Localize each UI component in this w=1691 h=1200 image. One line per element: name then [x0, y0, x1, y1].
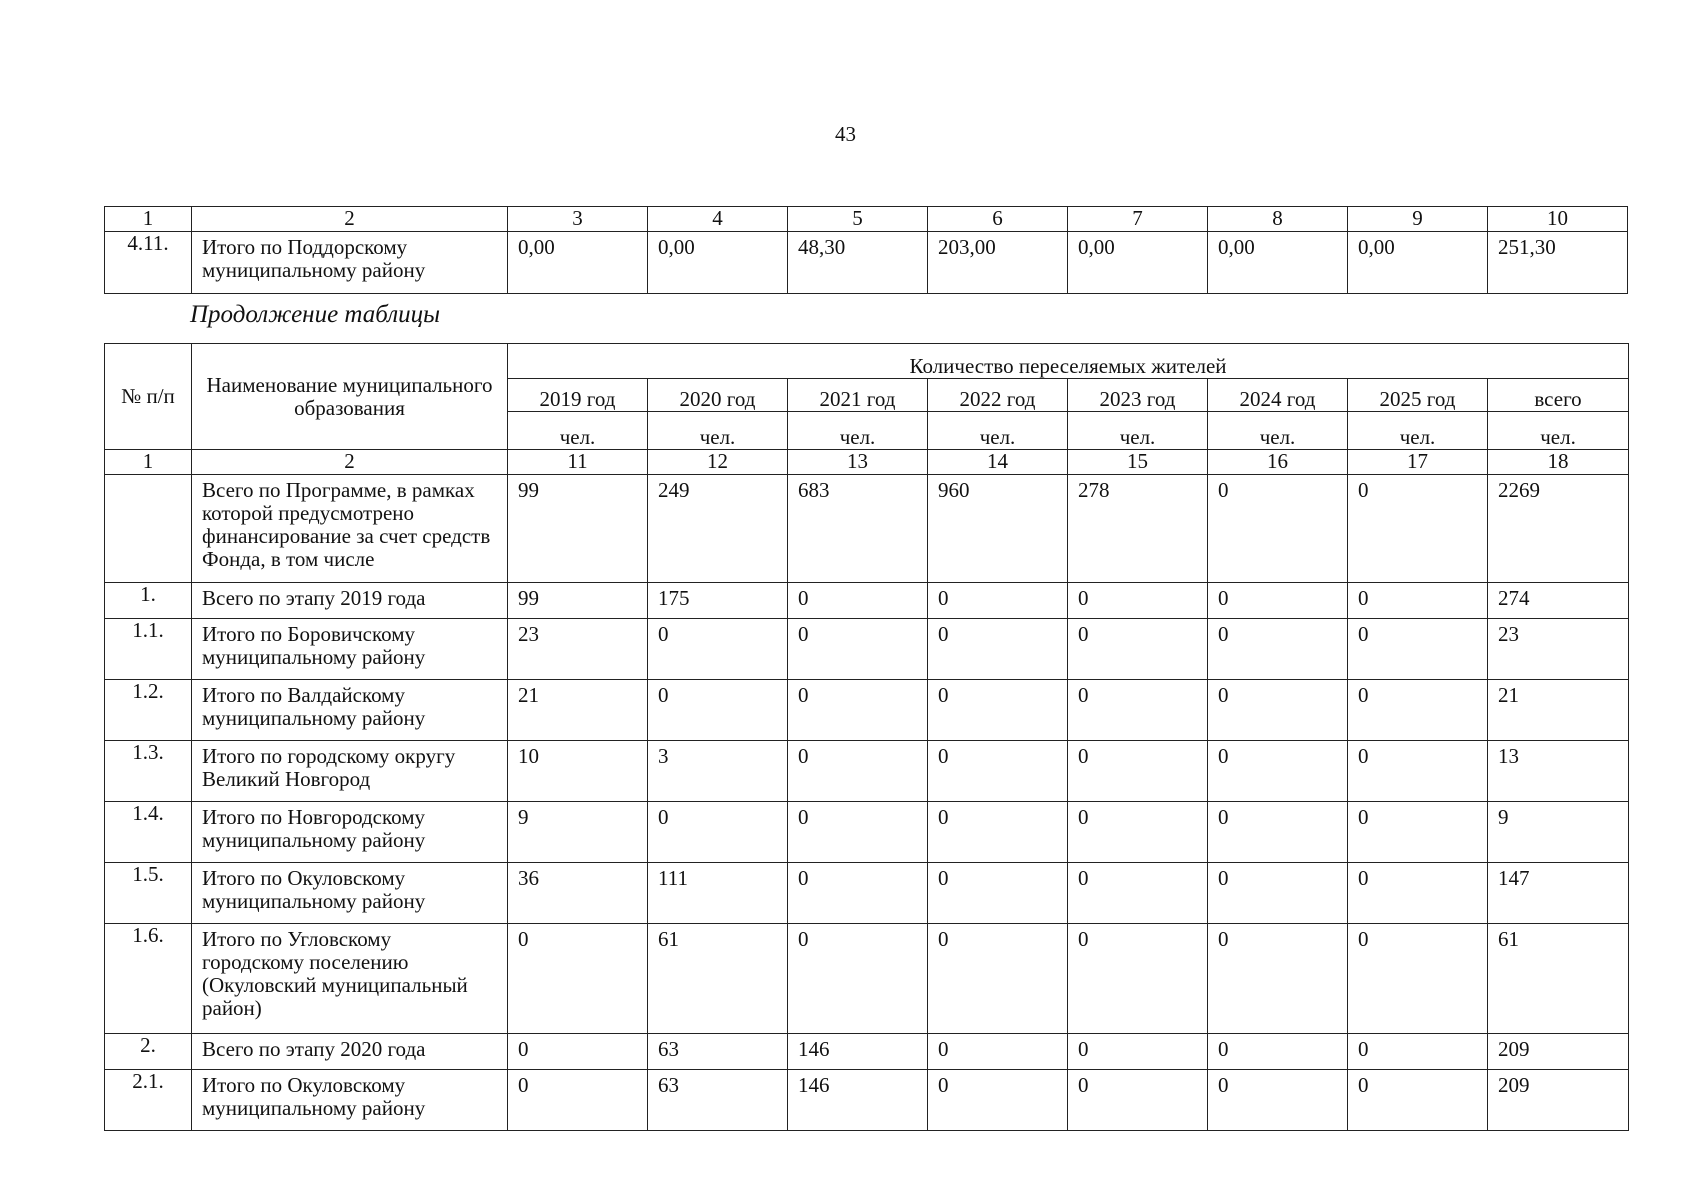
column-number: 9 — [1348, 207, 1488, 232]
cell-value: 0,00 — [1208, 232, 1348, 294]
column-number: 18 — [1488, 450, 1629, 475]
cell-value: 0 — [1068, 1070, 1208, 1131]
header-year: 2025 год — [1348, 379, 1488, 412]
cell-value: 0 — [1348, 802, 1488, 863]
cell-value: 0 — [1348, 863, 1488, 924]
cell-value: 0 — [928, 1034, 1068, 1070]
cell-total: 21 — [1488, 680, 1629, 741]
cell-value: 0 — [1068, 680, 1208, 741]
header-year: 2022 год — [928, 379, 1068, 412]
header-year: 2020 год — [648, 379, 788, 412]
column-number: 5 — [788, 207, 928, 232]
row-number: 1.6. — [105, 924, 192, 1034]
cell-value: 175 — [648, 583, 788, 619]
cell-value: 0 — [928, 802, 1068, 863]
cell-value: 0 — [648, 619, 788, 680]
cell-value: 61 — [648, 924, 788, 1034]
cell-value: 0 — [1348, 1070, 1488, 1131]
row-number: 1.5. — [105, 863, 192, 924]
row-name: Итого по Новгородскому муниципальному району — [192, 802, 508, 863]
column-number: 13 — [788, 450, 928, 475]
column-number: 1 — [105, 450, 192, 475]
cell-value: 0,00 — [1068, 232, 1208, 294]
table-top-fragment — [104, 206, 1628, 294]
cell-value: 683 — [788, 475, 928, 583]
cell-value: 0 — [788, 802, 928, 863]
table-row — [105, 232, 1628, 294]
column-number: 15 — [1068, 450, 1208, 475]
cell-value: 278 — [1068, 475, 1208, 583]
cell-value: 249 — [648, 475, 788, 583]
column-number: 17 — [1348, 450, 1488, 475]
column-number: 8 — [1208, 207, 1348, 232]
cell-value: 0 — [1348, 475, 1488, 583]
cell-value: 0 — [1348, 741, 1488, 802]
cell-value: 0 — [788, 741, 928, 802]
cell-value: 9 — [508, 802, 648, 863]
cell-value: 0 — [1068, 1034, 1208, 1070]
header-unit: чел. — [1348, 412, 1488, 450]
cell-value: 111 — [648, 863, 788, 924]
cell-value: 0,00 — [508, 232, 648, 294]
header-total: всего — [1488, 379, 1629, 412]
cell-value: 0 — [1068, 619, 1208, 680]
cell-value: 960 — [928, 475, 1068, 583]
header-row-group — [105, 344, 1629, 379]
cell-value: 203,00 — [928, 232, 1068, 294]
column-number: 1 — [105, 207, 192, 232]
continuation-label: Продолжение таблицы — [190, 301, 441, 328]
table-row — [105, 802, 1629, 863]
column-number: 2 — [192, 450, 508, 475]
row-number: 1.4. — [105, 802, 192, 863]
cell-value: 0 — [1068, 802, 1208, 863]
cell-value: 146 — [788, 1070, 928, 1131]
header-year: 2019 год — [508, 379, 648, 412]
table-row — [105, 1034, 1629, 1070]
cell-value: 0 — [928, 1070, 1068, 1131]
cell-total: 209 — [1488, 1034, 1629, 1070]
header-unit: чел. — [1488, 412, 1629, 450]
cell-value: 0 — [1208, 1070, 1348, 1131]
table-residents — [104, 343, 1629, 1131]
column-number: 10 — [1488, 207, 1628, 232]
cell-value: 0 — [1068, 924, 1208, 1034]
cell-value: 63 — [648, 1070, 788, 1131]
cell-value: 0 — [1208, 680, 1348, 741]
cell-value: 0 — [788, 619, 928, 680]
table1-column-numbers — [105, 207, 1628, 232]
row-number: 1.3. — [105, 741, 192, 802]
cell-value: 0 — [1348, 583, 1488, 619]
column-number: 7 — [1068, 207, 1208, 232]
row-name: Всего по этапу 2020 года — [192, 1034, 508, 1070]
cell-value: 0 — [928, 583, 1068, 619]
row-number — [105, 475, 192, 583]
cell-value: 0 — [1208, 924, 1348, 1034]
cell-value: 0 — [508, 1070, 648, 1131]
header-group: Количество переселяемых жителей — [508, 344, 1629, 379]
cell-total: 251,30 — [1488, 232, 1628, 294]
cell-value: 63 — [648, 1034, 788, 1070]
cell-total: 13 — [1488, 741, 1629, 802]
cell-value: 0,00 — [648, 232, 788, 294]
cell-value: 0 — [508, 1034, 648, 1070]
cell-total: 2269 — [1488, 475, 1629, 583]
cell-value: 0 — [508, 924, 648, 1034]
table-row — [105, 924, 1629, 1034]
header-unit: чел. — [788, 412, 928, 450]
cell-value: 0 — [1348, 680, 1488, 741]
header-row-column-numbers — [105, 450, 1629, 475]
row-name: Итого по Окуловскому муниципальному району — [192, 1070, 508, 1131]
cell-value: 0 — [1208, 741, 1348, 802]
cell-total: 209 — [1488, 1070, 1629, 1131]
cell-value: 0 — [1208, 802, 1348, 863]
row-name: Всего по Программе, в рамках которой предусмотрено финансирование за счет средств Фонда, в том числе — [192, 475, 508, 583]
cell-value: 0 — [1348, 619, 1488, 680]
row-number: 2.1. — [105, 1070, 192, 1131]
cell-value: 0,00 — [1348, 232, 1488, 294]
cell-value: 23 — [508, 619, 648, 680]
cell-value: 21 — [508, 680, 648, 741]
cell-value: 36 — [508, 863, 648, 924]
cell-value: 0 — [648, 680, 788, 741]
cell-value: 0 — [1208, 1034, 1348, 1070]
cell-value: 0 — [928, 863, 1068, 924]
page-number: 43 — [835, 122, 856, 146]
cell-value: 0 — [648, 802, 788, 863]
cell-value: 0 — [1348, 924, 1488, 1034]
cell-total: 23 — [1488, 619, 1629, 680]
cell-value: 10 — [508, 741, 648, 802]
column-number: 11 — [508, 450, 648, 475]
cell-value: 0 — [928, 924, 1068, 1034]
cell-value: 48,30 — [788, 232, 928, 294]
column-number: 4 — [648, 207, 788, 232]
table-row — [105, 680, 1629, 741]
cell-value: 0 — [1068, 863, 1208, 924]
table-row — [105, 1070, 1629, 1131]
row-number: 4.11. — [105, 232, 192, 294]
header-name: Наименование муниципального образования — [192, 344, 508, 450]
column-number: 14 — [928, 450, 1068, 475]
header-year: 2023 год — [1068, 379, 1208, 412]
row-name: Всего по этапу 2019 года — [192, 583, 508, 619]
table-row — [105, 741, 1629, 802]
header-num: № п/п — [105, 344, 192, 450]
cell-value: 3 — [648, 741, 788, 802]
cell-value: 0 — [788, 924, 928, 1034]
row-name: Итого по городскому округу Великий Новгород — [192, 741, 508, 802]
column-number: 16 — [1208, 450, 1348, 475]
column-number: 6 — [928, 207, 1068, 232]
header-unit: чел. — [1208, 412, 1348, 450]
cell-value: 0 — [788, 863, 928, 924]
cell-total: 9 — [1488, 802, 1629, 863]
header-unit: чел. — [928, 412, 1068, 450]
column-number: 12 — [648, 450, 788, 475]
row-number: 2. — [105, 1034, 192, 1070]
cell-value: 0 — [788, 680, 928, 741]
cell-total: 61 — [1488, 924, 1629, 1034]
row-name: Итого по Поддорскому муниципальному району — [192, 232, 508, 294]
row-number: 1. — [105, 583, 192, 619]
cell-value: 0 — [928, 741, 1068, 802]
cell-value: 0 — [788, 583, 928, 619]
table-row — [105, 583, 1629, 619]
cell-total: 147 — [1488, 863, 1629, 924]
header-unit: чел. — [1068, 412, 1208, 450]
header-year: 2021 год — [788, 379, 928, 412]
cell-value: 0 — [1208, 619, 1348, 680]
column-number: 2 — [192, 207, 508, 232]
cell-value: 0 — [1208, 583, 1348, 619]
table-row — [105, 863, 1629, 924]
cell-total: 274 — [1488, 583, 1629, 619]
row-number: 1.1. — [105, 619, 192, 680]
cell-value: 0 — [1348, 1034, 1488, 1070]
cell-value: 99 — [508, 583, 648, 619]
table-row — [105, 475, 1629, 583]
cell-value: 0 — [1208, 863, 1348, 924]
row-name: Итого по Окуловскому муниципальному району — [192, 863, 508, 924]
cell-value: 0 — [928, 680, 1068, 741]
column-number: 3 — [508, 207, 648, 232]
header-unit: чел. — [508, 412, 648, 450]
cell-value: 146 — [788, 1034, 928, 1070]
row-name: Итого по Боровичскому муниципальному району — [192, 619, 508, 680]
row-name: Итого по Валдайскому муниципальному району — [192, 680, 508, 741]
cell-value: 99 — [508, 475, 648, 583]
header-year: 2024 год — [1208, 379, 1348, 412]
row-name: Итого по Угловскому городскому поселению (Окуловский муниципальный район) — [192, 924, 508, 1034]
cell-value: 0 — [1068, 741, 1208, 802]
cell-value: 0 — [1208, 475, 1348, 583]
table-row — [105, 619, 1629, 680]
cell-value: 0 — [1068, 583, 1208, 619]
header-unit: чел. — [648, 412, 788, 450]
cell-value: 0 — [928, 619, 1068, 680]
row-number: 1.2. — [105, 680, 192, 741]
